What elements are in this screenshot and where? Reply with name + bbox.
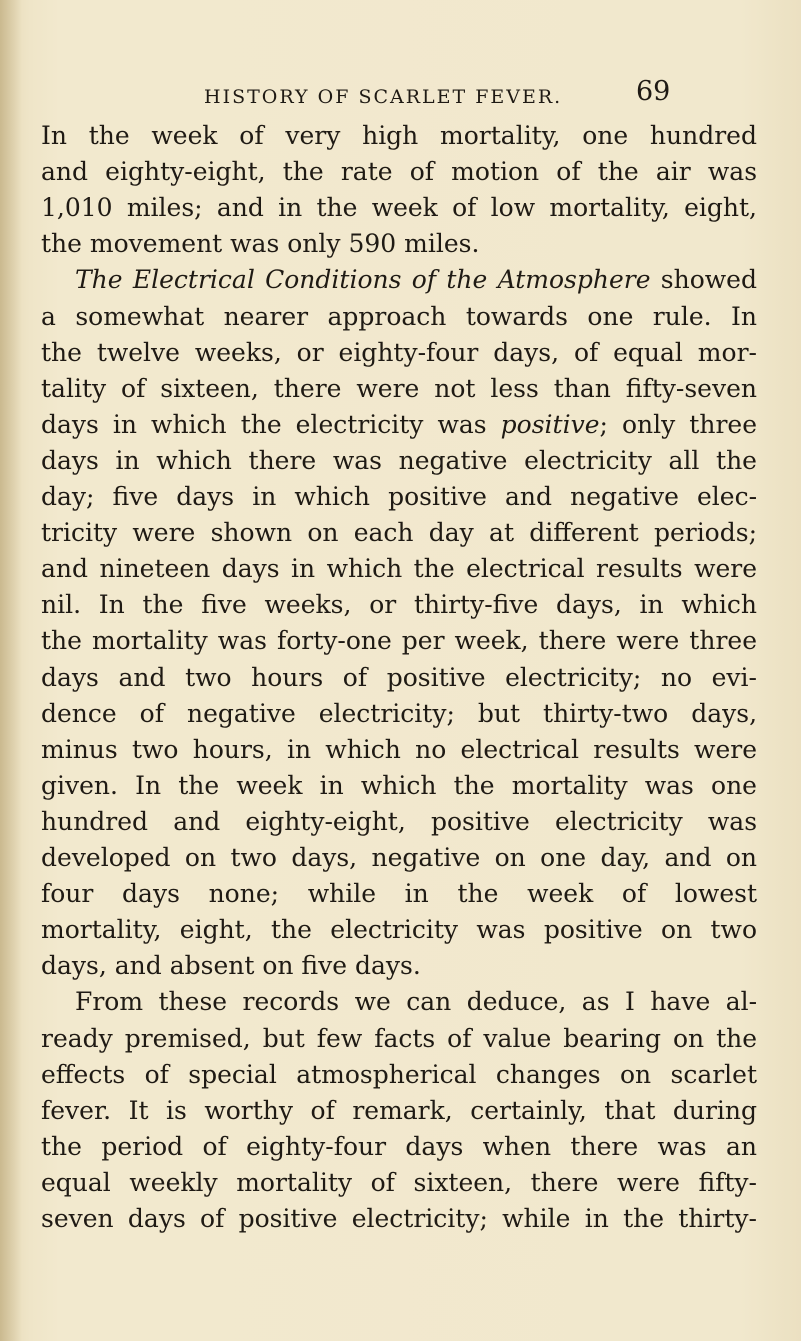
text-line	[0, 190, 801, 226]
text-line-content: minus two hours, in which no electrical results were	[41, 735, 758, 764]
text-line	[0, 479, 801, 515]
text-line	[0, 768, 801, 804]
text-line-content: tricity were shown on each day at different periods;	[41, 518, 757, 547]
text-line-content: given. In the week in which the mortality was one	[41, 771, 757, 800]
running-head: HISTORY OF SCARLET FEVER.	[204, 86, 563, 108]
text-line-content: seven days of positive electricity; while in the thirty-	[41, 1204, 757, 1233]
text-line-content: In the week of very high mortality, one hundred	[41, 121, 757, 150]
text-line-content: and nineteen days in which the electrical results were	[41, 554, 758, 583]
text-line	[0, 1021, 801, 1057]
text-line	[0, 1093, 801, 1129]
text-line	[0, 226, 801, 262]
text-line-content: days and two hours of positive electricity; no evi-	[41, 663, 758, 692]
text-line	[0, 551, 801, 587]
text-line	[0, 299, 801, 335]
text-line	[0, 876, 801, 912]
text-line	[0, 1057, 801, 1093]
text-line	[0, 407, 801, 443]
text-line	[0, 696, 801, 732]
text-line	[0, 154, 801, 190]
text-line-content: and eighty-eight, the rate of motion of the air was	[41, 157, 758, 186]
text-line-content: dence of negative electricity; but thirty-two days,	[41, 699, 758, 728]
text-line-content: The Electrical Conditions of the Atmosphere showed	[75, 265, 757, 294]
text-line-content: From these records we can deduce, as I have al-	[75, 987, 758, 1016]
text-line	[0, 1129, 801, 1165]
text-line-content: day; five days in which positive and negative elec-	[41, 482, 758, 511]
text-line-content: fever. It is worthy of remark, certainly, that during	[41, 1096, 758, 1125]
text-line	[0, 840, 801, 876]
page-header	[0, 0, 801, 110]
text-line	[0, 118, 801, 154]
text-line-content: days in which the electricity was positive; only three	[41, 410, 757, 439]
text-line	[0, 515, 801, 551]
text-line	[0, 804, 801, 840]
text-line	[0, 1201, 801, 1237]
text-line	[0, 948, 801, 984]
text-line	[0, 587, 801, 623]
text-line-content: days in which there was negative electricity all the	[41, 446, 757, 475]
text-line-content: ready premised, but few facts of value bearing on the	[41, 1024, 758, 1053]
text-line	[0, 371, 801, 407]
text-line-content: the movement was only 590 miles.	[41, 229, 480, 258]
text-line	[0, 623, 801, 659]
text-line	[0, 912, 801, 948]
text-line-content: developed on two days, negative on one day, and on	[41, 843, 758, 872]
text-line	[0, 335, 801, 371]
text-line	[0, 1165, 801, 1201]
text-line-content: the twelve weeks, or eighty-four days, of equal mor-	[41, 338, 757, 367]
page-number: 69	[636, 76, 671, 107]
text-line-content: four days none; while in the week of lowest	[41, 879, 757, 908]
text-line-content: the mortality was forty-one per week, there were three	[41, 626, 757, 655]
text-line	[0, 262, 801, 298]
text-line-content: days, and absent on five days.	[41, 951, 421, 980]
text-line-content: tality of sixteen, there were not less than fifty-seven	[41, 374, 757, 403]
text-line	[0, 443, 801, 479]
text-line-content: effects of special atmospherical changes on scarlet	[41, 1060, 758, 1089]
text-line-content: equal weekly mortality of sixteen, there were fifty-	[41, 1168, 757, 1197]
text-line	[0, 732, 801, 768]
text-line	[0, 984, 801, 1020]
text-line-content: the period of eighty-four days when there was an	[41, 1132, 758, 1161]
text-line-content: nil. In the five weeks, or thirty-five days, in which	[41, 590, 757, 619]
text-line-content: a somewhat nearer approach towards one rule. In	[41, 302, 757, 331]
text-line	[0, 660, 801, 696]
text-line-content: 1,010 miles; and in the week of low mortality, eight,	[41, 193, 757, 222]
text-line-content: hundred and eighty-eight, positive electricity was	[41, 807, 758, 836]
text-line-content: mortality, eight, the electricity was positive on two	[41, 915, 758, 944]
